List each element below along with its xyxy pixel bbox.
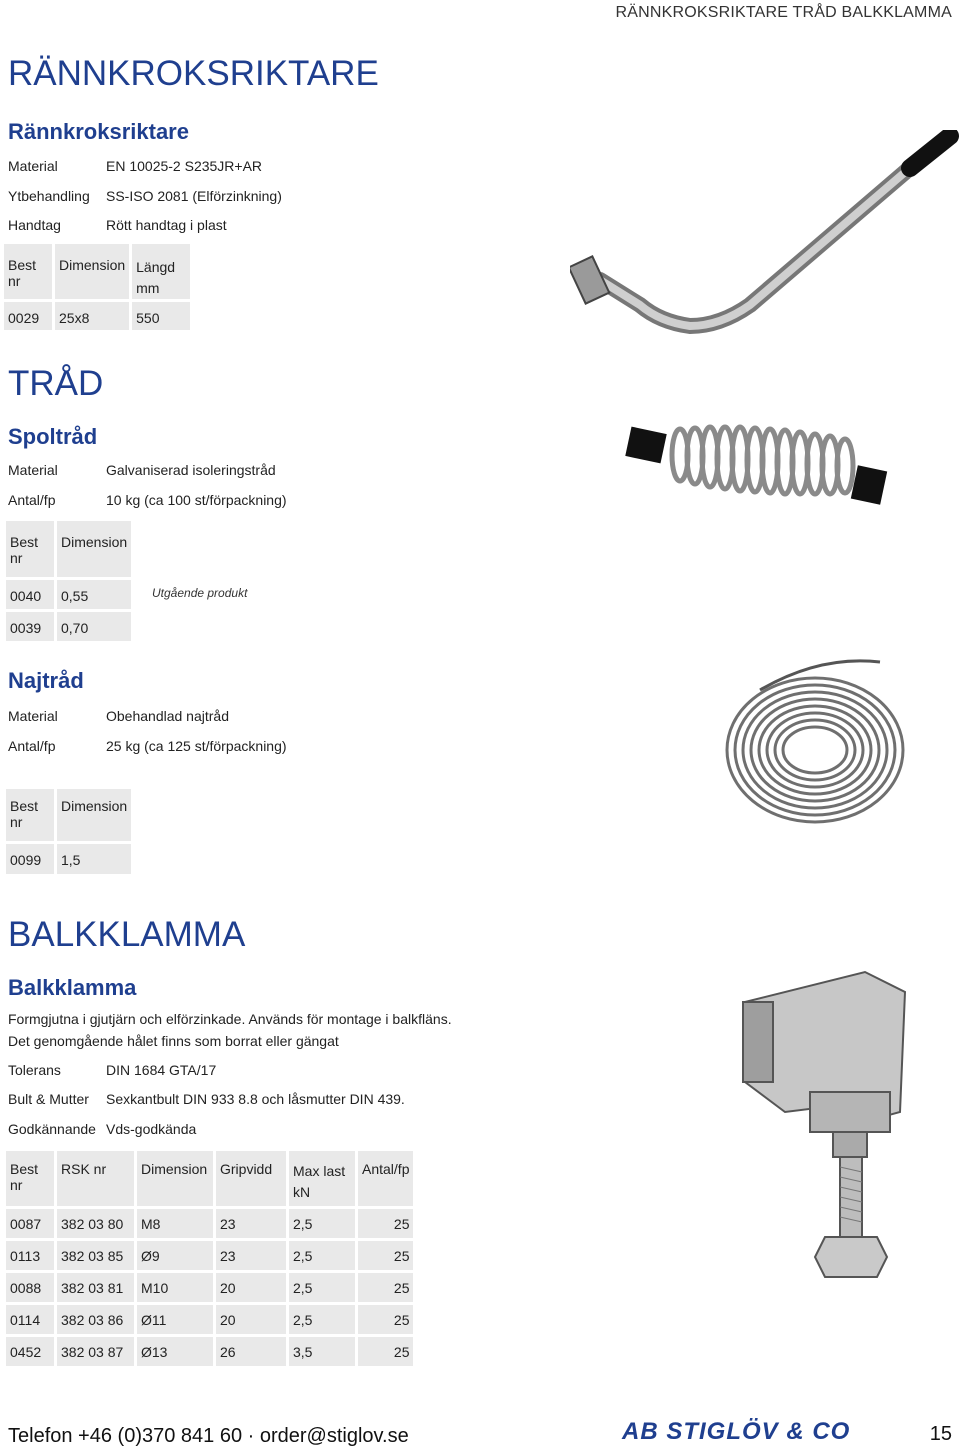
discontinued-note: Utgående produkt (152, 586, 248, 600)
table-cell: 25x8 (55, 302, 129, 330)
table-cell: 0040 (6, 580, 54, 609)
spec-value: Obehandlad najtråd (106, 708, 229, 724)
spec-row (8, 462, 408, 480)
spec-label: Antal/fp (8, 738, 56, 754)
company-logo: AB STIGLÖV & CO (622, 1418, 851, 1445)
table-header-cell: Best nr (6, 521, 54, 577)
spec-label: Godkännande (8, 1121, 96, 1137)
table-header-row (6, 1151, 413, 1206)
table-cell: 1,5 (57, 844, 131, 874)
description-line: Formgjutna i gjutjärn och elförzinkade. Används för montage i balkfläns. (8, 1011, 452, 1027)
table-cell: 25 (358, 1273, 413, 1302)
table-cell: 25 (358, 1305, 413, 1334)
balkklamma-table (3, 1148, 416, 1369)
table-row (6, 1209, 413, 1238)
rannkroksriktare-image (570, 130, 960, 370)
table-cell: 25 (358, 1337, 413, 1366)
table-cell: 2,5 (289, 1305, 355, 1334)
subtitle-rannkroksriktare: Rännkroksriktare (8, 119, 189, 144)
spec-label: Material (8, 462, 58, 478)
table-header-cell: Dimension (55, 244, 129, 299)
table-cell: 0039 (6, 612, 54, 641)
spec-label: Bult & Mutter (8, 1091, 89, 1107)
table-cell: 0,55 (57, 580, 131, 609)
table-cell: 25 (358, 1209, 413, 1238)
section-title-rannkrok: RÄNNKROKSRIKTARE (8, 54, 379, 93)
spec-value: Sexkantbult DIN 933 8.8 och låsmutter DIN 439. (106, 1091, 405, 1107)
section-title-trad: TRÅD (8, 364, 104, 403)
table-header-cell: Best nr (4, 244, 52, 299)
table-cell: 20 (216, 1305, 286, 1334)
table-cell: 382 03 86 (57, 1305, 134, 1334)
spec-label: Antal/fp (8, 492, 56, 508)
table-cell: 2,5 (289, 1209, 355, 1238)
table-header-cell: Dimension (137, 1151, 213, 1206)
rannkrok-table (1, 241, 193, 333)
table-cell: 382 03 81 (57, 1273, 134, 1302)
spec-label: Material (8, 158, 58, 174)
subtitle-balkklamma: Balkklamma (8, 975, 137, 1000)
table-cell: 0029 (4, 302, 52, 330)
table-cell: 2,5 (289, 1241, 355, 1270)
table-cell: 0,70 (57, 612, 131, 641)
table-header-cell: Max last kN (289, 1151, 355, 1206)
table-cell: M10 (137, 1273, 213, 1302)
table-cell: 25 (358, 1241, 413, 1270)
table-row (4, 302, 190, 330)
table-header-row (6, 521, 131, 577)
table-cell: 0088 (6, 1273, 54, 1302)
table-header-cell: RSK nr (57, 1151, 134, 1206)
table-cell: 382 03 85 (57, 1241, 134, 1270)
table-cell: 0452 (6, 1337, 54, 1366)
spec-row (8, 1121, 458, 1139)
najtrad-image (720, 650, 920, 840)
table-cell: 23 (216, 1241, 286, 1270)
table-cell: Ø11 (137, 1305, 213, 1334)
spec-row (8, 1091, 458, 1109)
spoltrad-image (620, 410, 900, 510)
subtitle-spoltrad: Spoltråd (8, 424, 98, 449)
spec-label: Handtag (8, 217, 61, 233)
running-header: RÄNNKROKSRIKTARE TRÅD BALKKLAMMA (615, 4, 952, 21)
table-cell: 0087 (6, 1209, 54, 1238)
balkklamma-image (715, 962, 915, 1292)
table-header-cell: Dimension (57, 521, 131, 577)
table-header-row (4, 244, 190, 299)
table-header-cell: Best nr (6, 1151, 54, 1206)
spec-row (8, 738, 408, 756)
spec-value: Rött handtag i plast (106, 217, 227, 233)
table-cell: 3,5 (289, 1337, 355, 1366)
subtitle-najtrad: Najtråd (8, 668, 84, 693)
table-cell: 26 (216, 1337, 286, 1366)
table-cell: 382 03 80 (57, 1209, 134, 1238)
spec-label: Ytbehandling (8, 188, 90, 204)
table-cell: 0113 (6, 1241, 54, 1270)
table-cell: 20 (216, 1273, 286, 1302)
spec-value: DIN 1684 GTA/17 (106, 1062, 217, 1078)
table-cell: 0099 (6, 844, 54, 874)
table-header-cell: Gripvidd (216, 1151, 286, 1206)
spec-row (8, 217, 408, 235)
description-line: Det genomgående hålet finns som borrat eller gängat (8, 1033, 339, 1049)
spec-value: 25 kg (ca 125 st/förpackning) (106, 738, 287, 754)
spec-row (8, 492, 408, 510)
table-row (6, 844, 131, 874)
table-cell: M8 (137, 1209, 213, 1238)
spec-label: Tolerans (8, 1062, 61, 1078)
table-row (6, 1337, 413, 1366)
table-cell: 23 (216, 1209, 286, 1238)
spec-row (8, 1062, 458, 1080)
footer-contact: Telefon +46 (0)370 841 60 · order@stiglov.se (8, 1425, 409, 1447)
spec-value: SS-ISO 2081 (Elförzinkning) (106, 188, 282, 204)
table-row (6, 1305, 413, 1334)
spec-label: Material (8, 708, 58, 724)
table-header-cell: Längd mm (132, 244, 190, 299)
table-row (6, 1273, 413, 1302)
table-header-row (6, 789, 131, 841)
table-cell: 382 03 87 (57, 1337, 134, 1366)
spoltrad-table (3, 518, 134, 644)
spec-row (8, 158, 408, 176)
section-title-balkklamma: BALKKLAMMA (8, 915, 246, 954)
table-row (6, 612, 131, 641)
table-cell: Ø13 (137, 1337, 213, 1366)
spec-value: EN 10025-2 S235JR+AR (106, 158, 263, 174)
spec-value: Vds-godkända (106, 1121, 197, 1137)
table-cell: Ø9 (137, 1241, 213, 1270)
table-row (6, 580, 131, 609)
table-row (6, 1241, 413, 1270)
spec-row (8, 188, 408, 206)
page-number: 15 (929, 1423, 952, 1445)
table-header-cell: Dimension (57, 789, 131, 841)
table-cell: 0114 (6, 1305, 54, 1334)
spec-row (8, 708, 408, 726)
table-cell: 550 (132, 302, 190, 330)
table-header-cell: Best nr (6, 789, 54, 841)
table-header-cell: Antal/fp (358, 1151, 413, 1206)
najtrad-table (3, 786, 134, 877)
spec-value: Galvaniserad isoleringstråd (106, 462, 276, 478)
table-cell: 2,5 (289, 1273, 355, 1302)
spec-value: 10 kg (ca 100 st/förpackning) (106, 492, 287, 508)
